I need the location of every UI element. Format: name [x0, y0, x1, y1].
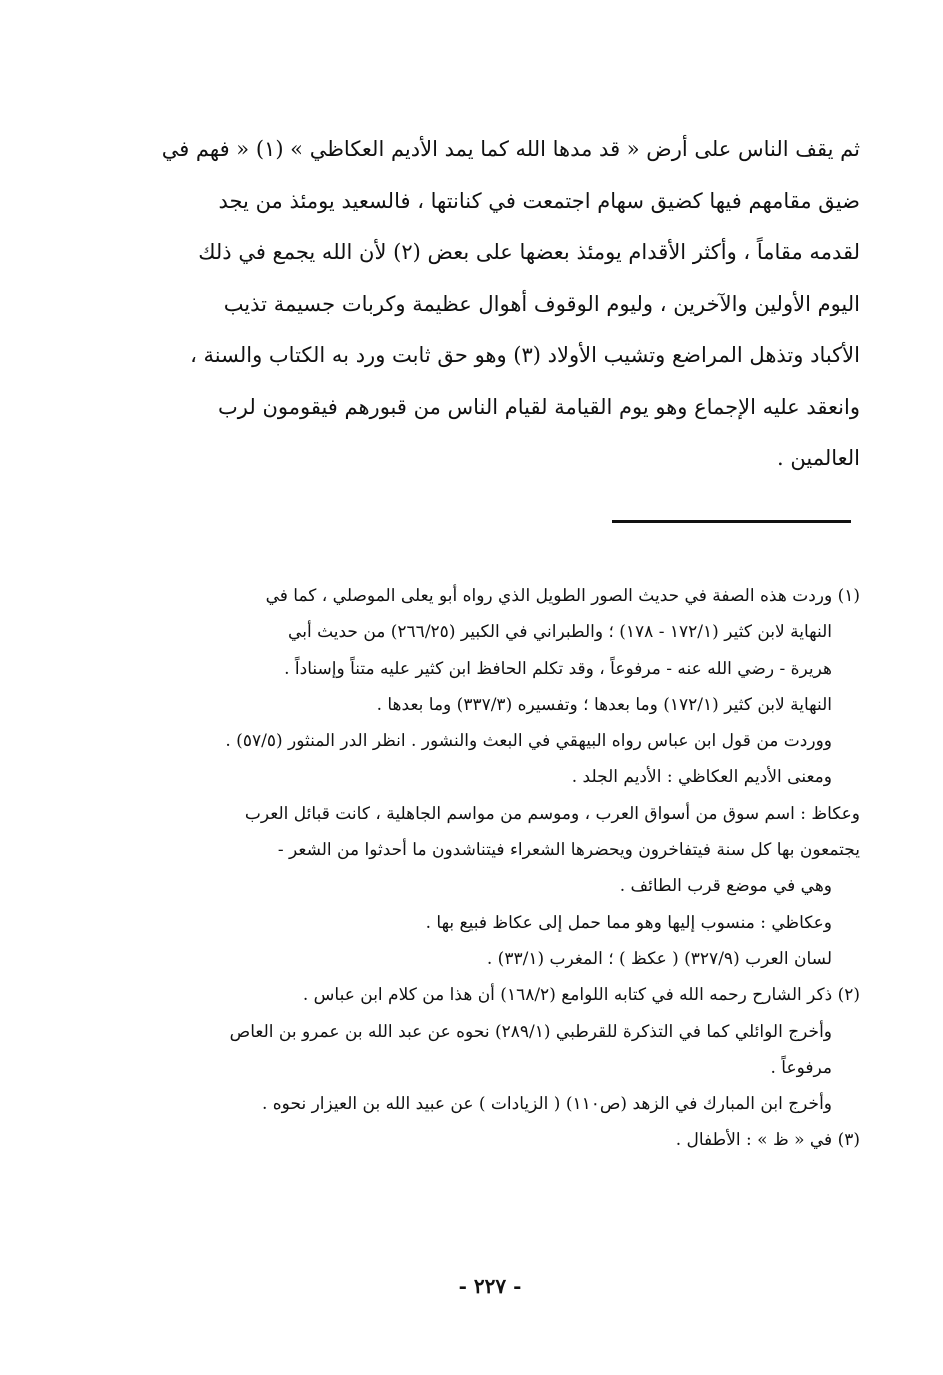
main-text-line: ضيق مقامهم فيها كضيق سهام اجتمعت في كنانتها ، فالسعيد يومئذ من يجد [218, 188, 860, 213]
footnote-line: وعكاظي : منسوب إليها وهو مما حمل إلى عكاظ فبيع بها . [425, 912, 832, 933]
main-text-line: العالمين . [777, 446, 860, 470]
footnote-line: (٣) في « ظ » : الأطفال . [675, 1130, 860, 1151]
footnote-line: هريرة - رضي الله عنه - مرفوعاً ، وقد تكلم الحافظ ابن كثير عليه متناً وإسناداً . [284, 658, 832, 679]
main-text-line: اليوم الأولين والآخرين ، وليوم الوقوف أهوال عظيمة وكربات جسيمة تذيب [223, 291, 860, 316]
page-number: - ٢٢٧ - [458, 1274, 522, 1298]
footnote-line: (٢) ذكر الشارح رحمه الله في كتابه اللوامع (١٦٨/٢) أن هذا من كلام ابن عباس . [302, 985, 860, 1006]
main-text-line: الأكباد وتذهل المراضع وتشيب الأولاد (٣) وهو حق ثابت ورد به الكتاب والسنة ، [190, 343, 860, 367]
footnote-line: وأخرج ابن المبارك في الزهد (ص١١٠) ( الزيادات ) عن عبيد الله بن العيزار نحوه . [261, 1094, 832, 1115]
footnote-line: وهي في موضع قرب الطائف . [619, 876, 832, 897]
main-text [140, 124, 860, 485]
footnotes [120, 578, 860, 1159]
footnote-line: النهاية لابن كثير (١٧٢/١ - ١٧٨) ؛ والطبراني في الكبير (٢٦٦/٢٥) من حديث أبي [288, 622, 832, 643]
footnote-line: النهاية لابن كثير (١٧٢/١) وما بعدها ؛ وتفسيره (٣٣٧/٣) وما بعدها . [376, 694, 832, 715]
footnote-line: وأخرج الوائلي كما في التذكرة للقرطبي (٢٨٩/١) نحوه عن عبد الله بن عمرو بن العاص [229, 1021, 832, 1042]
footnote-line: يجتمعون بها كل سنة فيتفاخرون ويحضرها الشعراء فيتناشدون ما أحدثوا من الشعر - [277, 840, 860, 861]
footnote-line: مرفوعاً . [770, 1057, 832, 1078]
footnote-line: ومعنى الأديم العكاظي : الأديم الجلد . [571, 767, 832, 788]
footnote-line: (١) وردت هذه الصفة في حديث الصور الطويل الذي رواه أبو يعلى الموصلي ، كما في [265, 586, 860, 606]
main-text-line: لقدمه مقاماً ، وأكثر الأقدام يومئذ بعضها على بعض (٢) لأن الله يجمع في ذلك [198, 240, 860, 264]
footnote-line: لسان العرب (٣٢٧/٩) ( عكظ ) ؛ المغرب (٣٣/١) . [486, 948, 832, 969]
footnote-line: وعكاظ : اسم سوق من أسواق العرب ، وموسم من مواسم الجاهلية ، كانت قبائل العرب [244, 803, 860, 824]
footnote-separator [612, 520, 851, 523]
footnote-line: ووردت من قول ابن عباس رواه البيهقي في البعث والنشور . انظر الدر المنثور (٥٧/٥) . [225, 731, 832, 752]
main-text-line: ثم يقف الناس على أرض « قد مدها الله كما يمد الأديم العكاظي » (١) « فهم في [161, 137, 860, 161]
main-text-line: وانعقد عليه الإجماع وهو يوم القيامة لقيام الناس من قبورهم فيقومون لرب [218, 394, 860, 419]
